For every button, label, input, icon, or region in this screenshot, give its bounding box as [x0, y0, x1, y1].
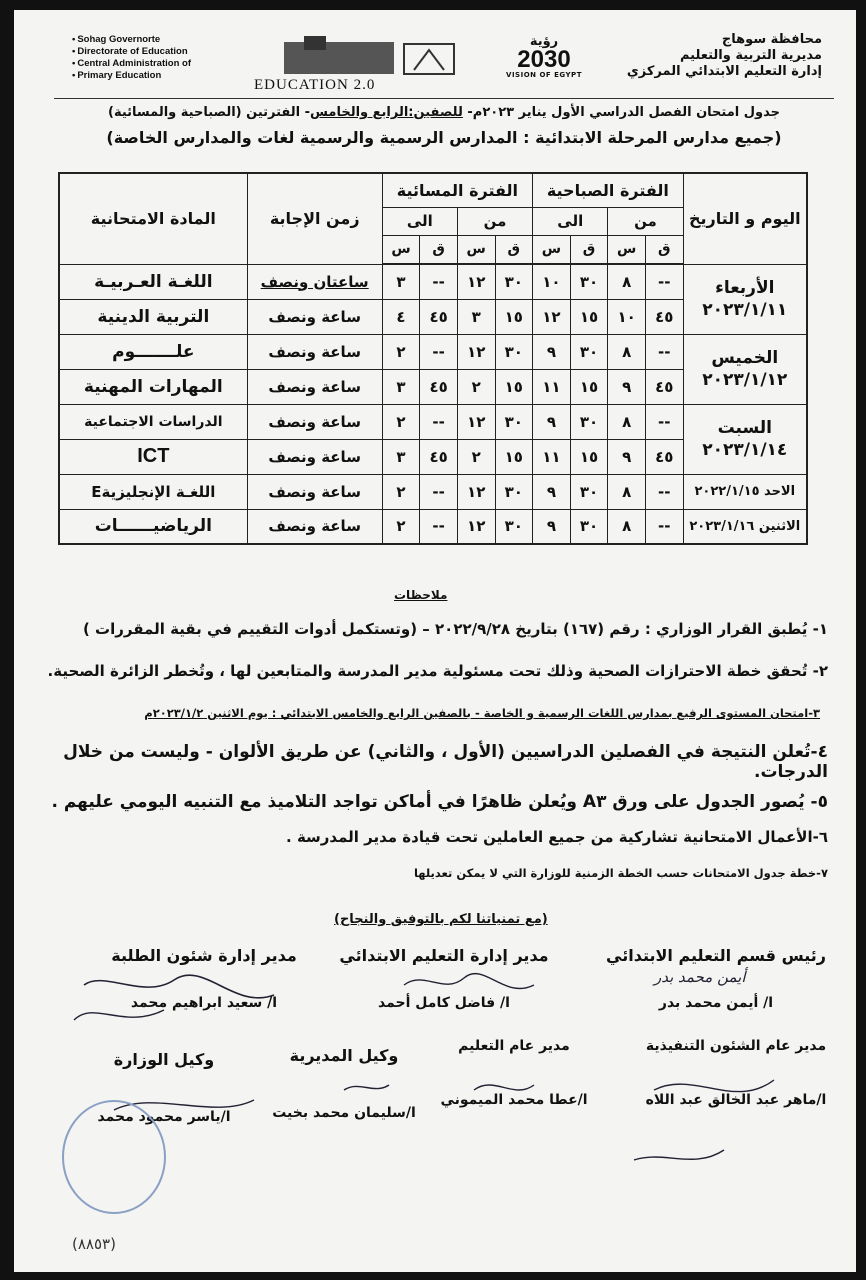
header-morning: الفترة الصباحية — [533, 173, 683, 207]
cell: ١٢ — [533, 299, 571, 334]
signature-name: ا/ أيمن محمد بدر — [658, 995, 774, 1011]
cell: ٣٠ — [495, 264, 533, 299]
title-part: جدول امتحان الفصل الدراسي الأول يناير ٢٠٢٣م- — [462, 105, 780, 120]
subject-cell: الدراسات الاجتماعية — [59, 404, 247, 439]
header-subject: المادة الامتحانية — [59, 173, 247, 264]
signature-title: مدير عام التعليم — [458, 1038, 570, 1054]
header-day-date: اليوم و التاريخ — [683, 173, 807, 264]
cell: ٢ — [457, 369, 495, 404]
cell: ٣٠ — [570, 264, 608, 299]
cell: ١٢ — [457, 264, 495, 299]
signature-name: ا/ فاضل كامل أحمد — [378, 995, 510, 1011]
header-minute: ق — [645, 235, 683, 263]
header-hour: س — [457, 235, 495, 263]
header-divider — [54, 98, 834, 99]
signature-title: مدير عام الشئون التنفيذية — [645, 1038, 827, 1054]
cell: ٣ — [382, 439, 420, 474]
cell: ٩ — [608, 369, 646, 404]
table-row — [59, 509, 807, 544]
title-part: - الفترتين (الصباحية والمسائية) — [108, 105, 311, 120]
cell: ٤٥ — [420, 299, 458, 334]
signature-block — [104, 946, 304, 1011]
subject-cell: اللغـة الإنجليزيةE — [59, 474, 247, 509]
header-governorate: محافظة سوهاج — [721, 32, 822, 47]
day-name: الأربعاء — [715, 278, 775, 298]
signature-title: وكيل المديرية — [289, 1046, 399, 1065]
table-row — [59, 404, 807, 439]
subject-cell: اللغـة العـربيـة — [59, 264, 247, 299]
cell: ٣٠ — [570, 334, 608, 369]
cell: ٨ — [608, 404, 646, 439]
subject-cell: علـــــــوم — [59, 334, 247, 369]
day-name: السبت — [717, 418, 773, 438]
cell: ٣٠ — [570, 474, 608, 509]
header-arabic — [627, 32, 822, 80]
note-3: ٣-امتحان المستوى الرفيع بمدارس اللغات الرسمية و الخاصة - بالصفين الرابع والخامس الابتدائي : يوم الاثنين ٢٠٢٣/١/٢م — [144, 706, 820, 720]
cell: -- — [645, 264, 683, 299]
cell: ١٠ — [608, 299, 646, 334]
signature-title: رئيس قسم التعليم الابتدائي — [606, 946, 826, 965]
header-duration: زمن الإجابة — [247, 173, 382, 264]
cell: ١٢ — [457, 334, 495, 369]
cell: ٩ — [533, 404, 571, 439]
header-hour: س — [382, 235, 420, 263]
subject-cell: المهارات المهنية — [59, 369, 247, 404]
schedule-title — [74, 105, 814, 120]
reference-number: (٨٨٥٣) — [72, 1235, 116, 1253]
vision-2030-logo — [494, 34, 594, 94]
header-hour: س — [608, 235, 646, 263]
cell: ٣٠ — [495, 509, 533, 544]
cell: ١١ — [533, 439, 571, 474]
duration-cell: ساعة ونصف — [247, 509, 382, 544]
cell: ٤٥ — [420, 369, 458, 404]
day-date: ٢٠٢٣/١/١١ — [702, 300, 788, 320]
cell: ١٥ — [495, 439, 533, 474]
cell: ١١ — [533, 369, 571, 404]
cell: ٨ — [608, 264, 646, 299]
day-cell — [683, 334, 807, 404]
header-directorate: مديرية التربية والتعليم — [679, 48, 822, 63]
education-logo-icon — [254, 36, 494, 80]
cell: ٣٠ — [495, 404, 533, 439]
cell: ١٢ — [457, 509, 495, 544]
education-logo-text: EDUCATION 2.0 — [254, 77, 376, 93]
header-minute: ق — [495, 235, 533, 263]
document-page — [14, 10, 856, 1272]
cell: ٢ — [457, 439, 495, 474]
signature-title: وكيل الوزارة — [113, 1050, 215, 1069]
signature-name: ا/ سعيد ابراهيم محمد — [130, 995, 278, 1011]
note-2: ٢- تُحقق خطة الاحترازات الصحية وذلك تحت مسئولية مدير المدرسة والمتابعين لها ، وتُخطر الزائرة الصحية. — [47, 662, 828, 680]
subject-cell: ICT — [59, 439, 247, 474]
cell: -- — [645, 474, 683, 509]
cell: ٢ — [382, 404, 420, 439]
day-name: الخميس — [711, 348, 779, 368]
signature-title: مدير إدارة التعليم الابتدائي — [339, 946, 549, 965]
signature-name: ا/ياسر محمود محمد — [97, 1109, 231, 1125]
duration-cell: ساعة ونصف — [247, 369, 382, 404]
vision-word: رؤية — [529, 34, 559, 49]
duration-cell — [247, 264, 382, 299]
header-minute: ق — [420, 235, 458, 263]
cell: ١٥ — [570, 299, 608, 334]
cell: ١٢ — [457, 404, 495, 439]
header-en-line: • Directorate of Education — [72, 46, 191, 58]
cell: ٣٠ — [570, 404, 608, 439]
cell: ١٥ — [495, 369, 533, 404]
day-cell: الاحد ٢٠٢٢/١/١٥ — [683, 474, 807, 509]
duration-cell: ساعة ونصف — [247, 439, 382, 474]
note-6: ٦-الأعمال الامتحانية تشاركية من جميع العاملين تحت قيادة مدير المدرسة . — [286, 828, 828, 846]
cell: ٨ — [608, 474, 646, 509]
cell: -- — [420, 334, 458, 369]
duration-cell: ساعة ونصف — [247, 299, 382, 334]
duration-text: ساعتان ونصف — [260, 272, 369, 291]
notes-title: ملاحظات — [394, 588, 448, 602]
duration-cell: ساعة ونصف — [247, 474, 382, 509]
note-1: ١- يُطبق القرار الوزاري : رقم (١٦٧) بتاريخ ٢٠٢٢/٩/٢٨ – (وتستكمل أدوات التقييم في بقية المقررات ) — [82, 620, 828, 638]
duration-cell: ساعة ونصف — [247, 334, 382, 369]
cell: -- — [420, 264, 458, 299]
header-hour: س — [533, 235, 571, 263]
title-grades: للصفين:الرابع والخامس — [310, 105, 463, 120]
cell: ٤٥ — [645, 439, 683, 474]
cell: ٩ — [533, 474, 571, 509]
signature-title: مدير إدارة شئون الطلبة — [111, 946, 297, 965]
cell: ٣٠ — [570, 509, 608, 544]
cell: ١٥ — [570, 369, 608, 404]
signature-block — [254, 1046, 434, 1121]
cell: -- — [420, 404, 458, 439]
header-from: من — [608, 207, 683, 235]
header-administration: إدارة التعليم الابتدائي المركزي — [626, 64, 822, 79]
cell: ٤٥ — [645, 299, 683, 334]
cell: ١٢ — [457, 474, 495, 509]
signature-name: ا/عطا محمد الميموني — [440, 1092, 588, 1108]
cell: ٣ — [382, 369, 420, 404]
day-date: ٢٠٢٣/١/١٢ — [702, 370, 788, 390]
closing-wish: (مع تمنياتنا لكم بالتوفيق والنجاح) — [334, 912, 548, 927]
note-4: ٤-تُعلن النتيجة في الفصلين الدراسيين (الأول ، والثاني) عن طريق الألوان - وليست من خلال الدرجات. — [63, 742, 828, 782]
cell: ٩ — [533, 334, 571, 369]
header-en-line: • Primary Education — [72, 70, 191, 82]
cell: ٣ — [382, 264, 420, 299]
exam-schedule-table — [58, 172, 808, 545]
header-en-line: • Sohag Governorte — [72, 34, 191, 46]
vision-subtitle: VISION OF EGYPT — [506, 71, 582, 79]
cell: ٩ — [533, 509, 571, 544]
cell: ١٥ — [495, 299, 533, 334]
signature-block — [424, 1038, 604, 1108]
seal-stamp — [62, 1100, 166, 1214]
header-en-line: • Central Administration of — [72, 58, 191, 70]
header-to: الى — [382, 207, 457, 235]
cell: -- — [645, 509, 683, 544]
signature-block — [324, 946, 564, 1011]
schedule-subtitle: (جميع مدارس المرحلة الابتدائية : المدارس الرسمية والرسمية لغات والمدارس الخاصة) — [106, 128, 782, 147]
table-row — [59, 334, 807, 369]
day-cell: الاثنين ٢٠٢٣/١/١٦ — [683, 509, 807, 544]
header-evening: الفترة المسائية — [382, 173, 532, 207]
day-date: ٢٠٢٣/١/١٤ — [702, 440, 788, 460]
cell: -- — [420, 474, 458, 509]
signature-name: ا/سليمان محمد بخيت — [272, 1105, 416, 1121]
cell: ٢ — [382, 509, 420, 544]
header-minute: ق — [570, 235, 608, 263]
cell: ٩ — [608, 439, 646, 474]
cell: ١٠ — [533, 264, 571, 299]
cell: ٨ — [608, 334, 646, 369]
cell: ١٥ — [570, 439, 608, 474]
cell: ٢ — [382, 334, 420, 369]
day-cell — [683, 404, 807, 474]
cell: ٣٠ — [495, 334, 533, 369]
day-cell — [683, 264, 807, 334]
cell: ٨ — [608, 509, 646, 544]
signature-name: ا/ماهر عبد الخالق عبد اللاه — [645, 1092, 827, 1108]
cell: ٣٠ — [495, 474, 533, 509]
cell: ٤٥ — [645, 369, 683, 404]
cell: ٢ — [382, 474, 420, 509]
cell: -- — [420, 509, 458, 544]
table-row — [59, 474, 807, 509]
table-row — [59, 264, 807, 299]
note-7: ٧-خطة جدول الامتحانات حسب الخطة الزمنية للوزارة التي لا يمكن تعديلها — [413, 866, 828, 880]
header-from: من — [457, 207, 532, 235]
duration-cell: ساعة ونصف — [247, 404, 382, 439]
cell: -- — [645, 404, 683, 439]
header-to: الى — [533, 207, 608, 235]
note-5: ٥- يُصور الجدول على ورق A٣ ويُعلن ظاهرًا في أماكن تواجد التلاميذ مع التنبيه اليومي عليهم . — [51, 792, 828, 812]
vision-number: 2030 — [517, 46, 571, 73]
cell: ٤٥ — [420, 439, 458, 474]
cell: ٤ — [382, 299, 420, 334]
subject-cell: الرياضيــــــات — [59, 509, 247, 544]
header-english — [72, 34, 191, 82]
education-logo — [254, 36, 494, 94]
cell: ٣ — [457, 299, 495, 334]
handwritten-name: أيمن محمد بدر — [654, 968, 746, 986]
signature-block — [636, 1038, 836, 1108]
cell: -- — [645, 334, 683, 369]
subject-cell: التربية الدينية — [59, 299, 247, 334]
